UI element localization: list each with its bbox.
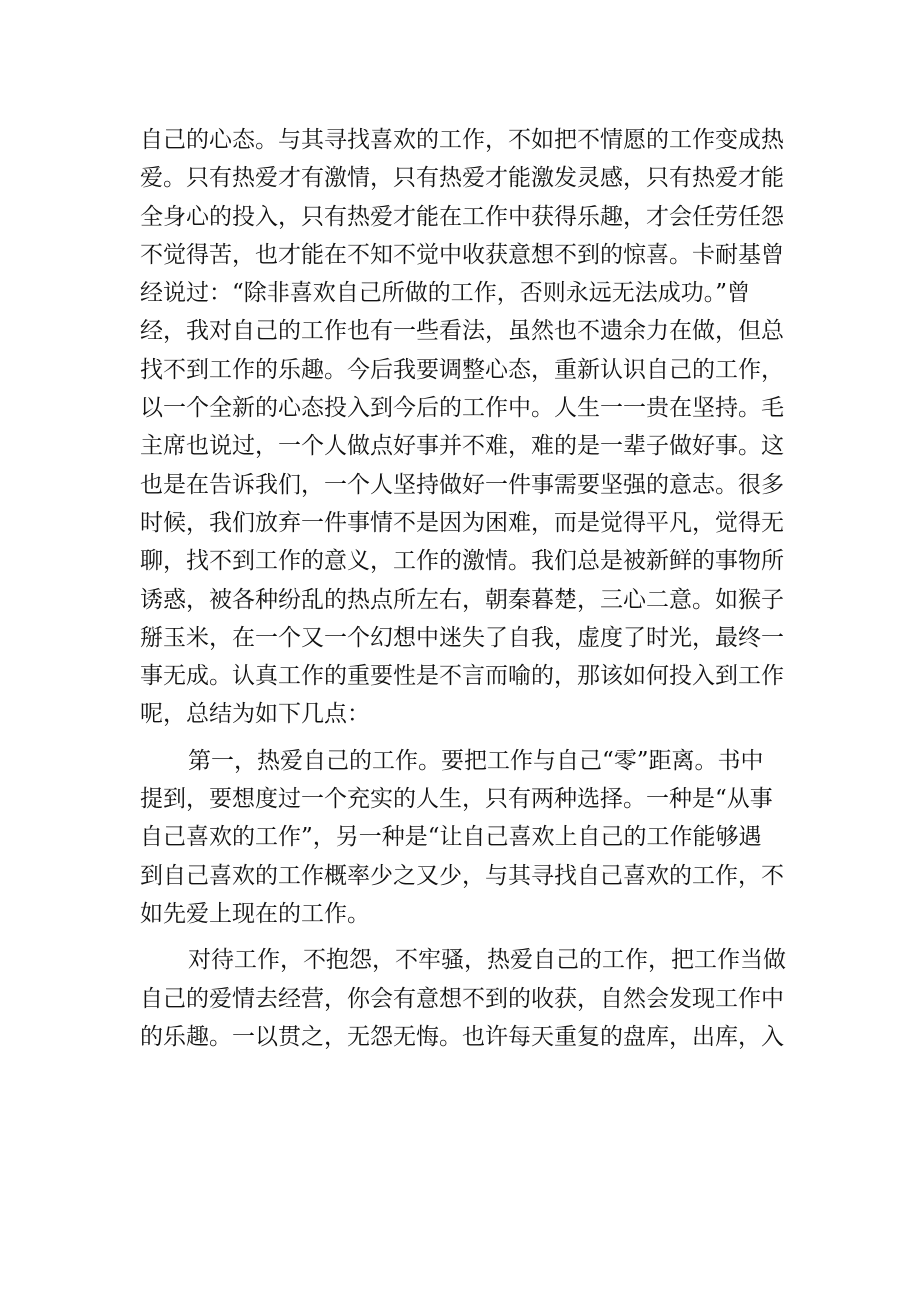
text-line: 经，我对自己的工作也有一些看法，虽然也不遗余力在做，但总 xyxy=(140,318,784,345)
text-line: 不觉得苦，也才能在不知不觉中收获意想不到的惊喜。卡耐基曾 xyxy=(140,241,784,268)
text-line: 的乐趣。一以贯之，无怨无悔。也许每天重复的盘库，出库，入 xyxy=(140,1023,784,1050)
text-line: 找不到工作的乐趣。今后我要调整心态，重新认识自己的工作， xyxy=(140,356,784,383)
body-text xyxy=(140,121,788,1056)
text-line: 事无成。认真工作的重要性是不言而喻的，那该如何投入到工作 xyxy=(140,663,784,690)
text-line: 呢，总结为如下几点： xyxy=(140,701,370,728)
paragraph-spacer xyxy=(140,933,788,941)
text-line: 诱惑，被各种纷乱的热点所左右，朝秦暮楚，三心二意。如猴子 xyxy=(140,586,784,613)
text-line: 自己喜欢的工作”，另一种是“让自己喜欢上自己的工作能够遇 xyxy=(140,824,762,851)
paragraph xyxy=(140,941,788,1056)
text-line: 聊，找不到工作的意义，工作的激情。我们总是被新鲜的事物所 xyxy=(140,548,784,575)
text-line: 自己的心态。与其寻找喜欢的工作，不如把不情愿的工作变成热 xyxy=(140,127,784,153)
text-line: 以一个全新的心态投入到今后的工作中。人生一一贵在坚持。毛 xyxy=(140,395,784,422)
paragraph-spacer xyxy=(140,734,788,742)
text-line: 如先爱上现在的工作。 xyxy=(140,900,370,927)
text-line: 掰玉米，在一个又一个幻想中迷失了自我，虚度了时光，最终一 xyxy=(140,624,784,651)
text-line: 到自己喜欢的工作概率少之又少，与其寻找自己喜欢的工作，不 xyxy=(140,862,784,889)
text-line: 爱。只有热爱才有激情，只有热爱才能激发灵感，只有热爱才能 xyxy=(140,165,784,192)
text-line: 提到，要想度过一个充实的人生，只有两种选择。一种是“从事 xyxy=(140,786,773,813)
text-line: 也是在告诉我们，一个人坚持做好一件事需要坚强的意志。很多 xyxy=(140,471,784,498)
text-line: 全身心的投入，只有热爱才能在工作中获得乐趣，才会任劳任怨 xyxy=(140,203,784,230)
text-line: 时候，我们放弃一件事情不是因为困难，而是觉得平凡，觉得无 xyxy=(140,509,784,536)
paragraph xyxy=(140,742,788,933)
text-line: 主席也说过，一个人做点好事并不难，难的是一辈子做好事。这 xyxy=(140,433,784,460)
text-line: 第一，热爱自己的工作。要把工作与自己“零”距离。书中 xyxy=(188,747,764,774)
text-line: 经说过：“除非喜欢自己所做的工作，否则永远无法成功。”曾 xyxy=(140,280,751,307)
paragraph xyxy=(140,121,788,734)
text-line: 自己的爱情去经营，你会有意想不到的收获，自然会发现工作中 xyxy=(140,985,784,1012)
text-line: 对待工作，不抱怨，不牢骚，热爱自己的工作，把工作当做 xyxy=(188,947,786,974)
